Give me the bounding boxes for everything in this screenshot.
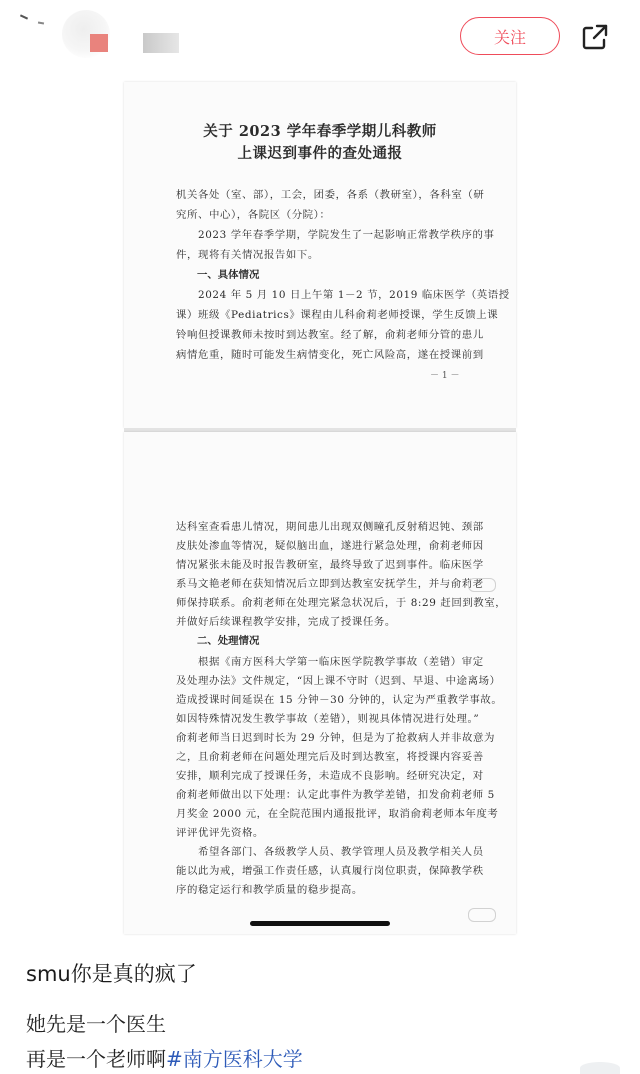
document-title-line1: 关于 2023 学年春季学期儿科教师 (203, 123, 437, 140)
document-line: 序的稳定运行和教学质量的稳步提高。 (176, 884, 363, 896)
top-bar (0, 0, 640, 78)
post-body-text: 再是一个老师啊 (26, 1047, 166, 1071)
document-line: 系马文艳老师在获知情况后立即到达教室安抚学生，并与俞莉老 (176, 578, 484, 590)
hashtag-link[interactable]: #南方医科大学 (166, 1047, 303, 1071)
section-heading: 二、处理情况 (197, 635, 260, 647)
document-line: 俞莉老师当日迟到时长为 29 分钟，但是为了抢救病人并非故意为 (176, 732, 495, 744)
watermark-mark (468, 908, 496, 922)
document-line: 根据《南方医科大学第一临床医学院教学事故（差错）审定 (176, 656, 484, 668)
document-line: 之，且俞莉老师在问题处理完后及时到达教室，将授课内容妥善 (176, 751, 484, 763)
author-name-blurred[interactable] (143, 33, 179, 53)
document-line: 造成授课时间延误在 15 分钟－30 分钟的，认定为严重教学事故。 (176, 694, 503, 706)
document-line: 希望各部门、各级教学人员、教学管理人员及教学相关人员 (176, 846, 484, 858)
document-page-1 (124, 82, 516, 428)
home-indicator[interactable] (250, 921, 390, 926)
section-heading: 一、具体情况 (197, 269, 260, 281)
document-line: 情况紧张未能及时报告教研室，最终导致了迟到事件。临床医学 (176, 559, 484, 571)
document-line: 课）班级《Pediatrics》课程由儿科俞莉老师授课，学生反馈上课 (176, 309, 499, 321)
document-line: 安排，顺利完成了授课任务，未造成不良影响。经研究决定，对 (176, 770, 484, 782)
document-line: 俞莉老师做出以下处理：认定此事件为教学差错，扣发俞莉老师 5 (176, 789, 495, 801)
document-line: 月奖金 2000 元，在全院范围内通报批评，取消俞莉老师本年度考 (176, 808, 499, 820)
document-line: 达科室查看患儿情况，期间患儿出现双侧瞳孔反射稍迟钝、颈部 (176, 521, 484, 533)
document-line: 2023 学年春季学期，学院发生了一起影响正常教学秩序的事 (176, 229, 495, 241)
status-mark (38, 21, 44, 24)
document-page-2 (124, 432, 516, 934)
document-line: 师保持联系。俞莉老师在处理完紧急状况后，于 8:29 赶回到教室， (176, 597, 507, 609)
status-mark (20, 14, 28, 19)
post-image[interactable] (0, 78, 640, 938)
share-icon[interactable] (578, 20, 612, 54)
post-title: smu你是真的疯了 (26, 962, 197, 986)
document-line: 究所、中心），各院区（分院）： (176, 209, 331, 221)
document-title-line2: 上课迟到事件的查处通报 (237, 145, 403, 162)
document-line: 并做好后续课程教学安排，完成了授课任务。 (176, 616, 396, 628)
post-body-line: 她先是一个医生 (26, 1012, 166, 1036)
document-line: 能以此为戒，增强工作责任感，认真履行岗位职责，保障教学秩 (176, 865, 484, 877)
follow-button[interactable]: 关注 (460, 17, 560, 55)
document-line: 如因特殊情况发生教学事故（差错），则视具体情况进行处理。” (176, 713, 480, 725)
page-number: － 1 － (430, 371, 460, 381)
floating-control[interactable] (580, 1062, 620, 1074)
document-line: 病情危重，随时可能发生病情变化，死亡风险高，遂在授课前到 (176, 349, 484, 361)
document-line: 及处理办法》文件规定，“因上课不守时（迟到、早退、中途离场） (176, 675, 501, 687)
document-line: 评评优评先资格。 (176, 827, 264, 839)
document-line: 件，现将有关情况报告如下。 (176, 249, 319, 261)
document-line: 机关各处（室、部），工会，团委，各系（教研室），各科室（研 (176, 189, 485, 201)
watermark-mark (468, 578, 496, 592)
document-line: 皮肤处渗血等情况，疑似脑出血，遂进行紧急处理，俞莉老师因 (176, 540, 484, 552)
author-name-blurred[interactable] (90, 34, 108, 52)
post-body-line (26, 1043, 303, 1072)
document-line: 铃响但授课教师未按时到达教室。经了解，俞莉老师分管的患儿 (176, 329, 484, 341)
document-line: 2024 年 5 月 10 日上午第 1－2 节，2019 临床医学（英语授 (176, 289, 510, 301)
